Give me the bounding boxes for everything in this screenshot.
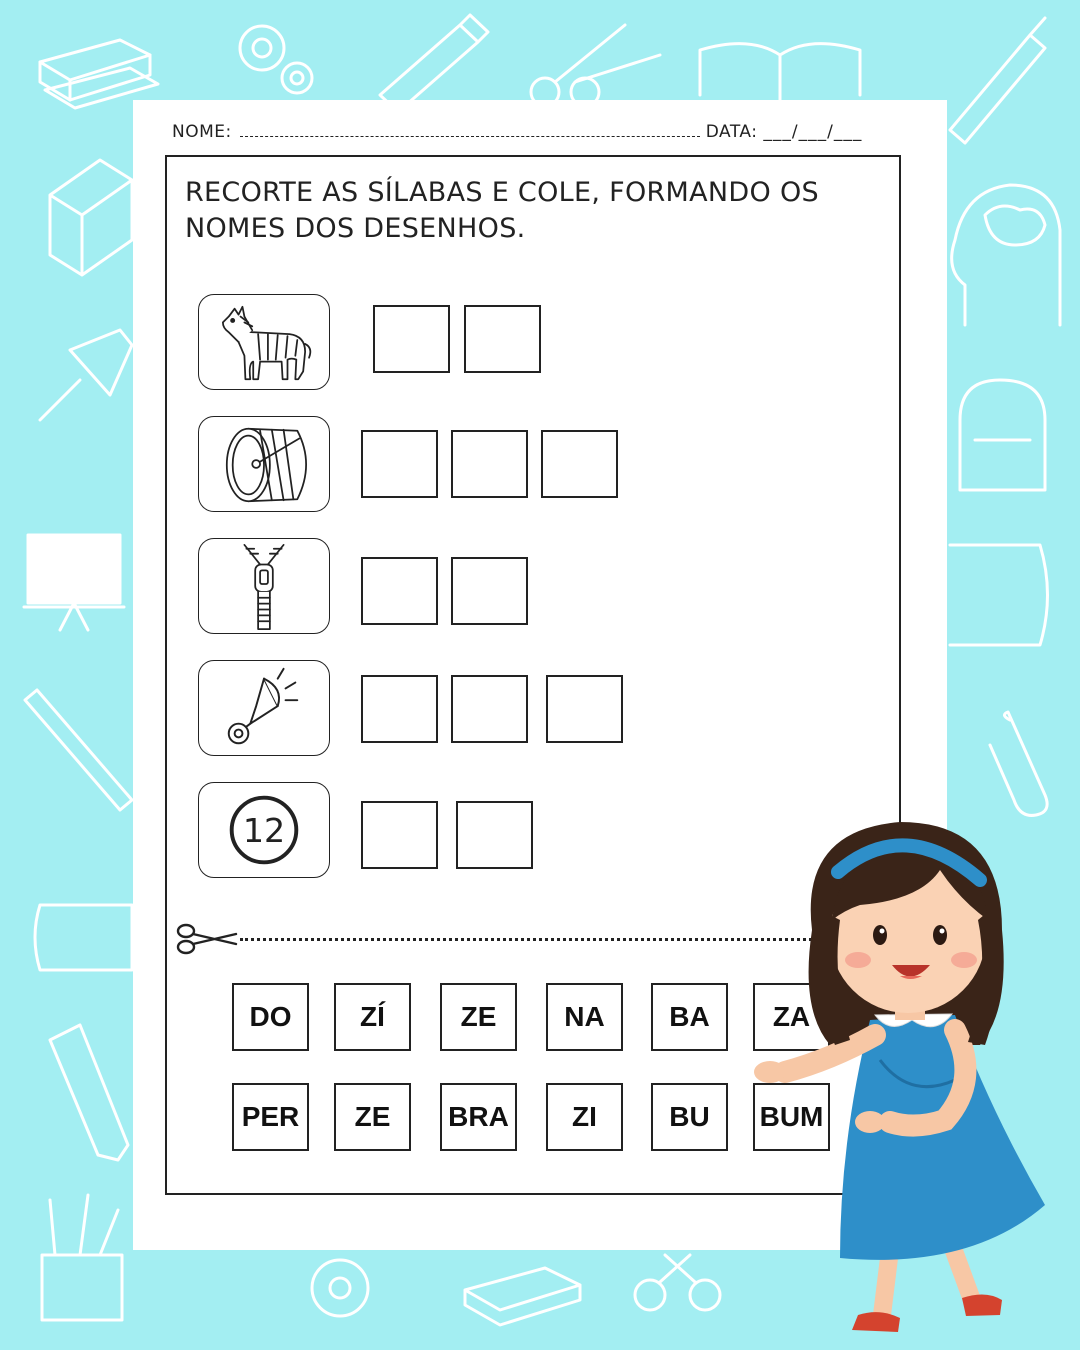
name-field[interactable] <box>240 124 700 137</box>
syllable-card[interactable]: ZA <box>753 983 830 1051</box>
gear-bottom-icon <box>312 1260 368 1316</box>
scissors-bottom-icon <box>635 1255 720 1310</box>
books-icon <box>40 40 158 108</box>
answer-slot-zebra-1[interactable] <box>373 305 450 373</box>
syllable-card[interactable]: BUM <box>753 1083 830 1151</box>
scissors-icon <box>531 25 660 106</box>
books-bottom-icon <box>465 1268 580 1325</box>
picture-box-zebra <box>198 294 330 390</box>
pencil-cup-icon <box>42 1195 122 1320</box>
syllable-card[interactable]: ZI <box>546 1083 623 1151</box>
picture-box-zipper <box>198 538 330 634</box>
sharpener-icon <box>50 160 132 275</box>
answer-slot-zipper-1[interactable] <box>361 557 438 625</box>
name-label: NOME: <box>172 122 232 142</box>
drum-icon <box>199 417 329 511</box>
answer-slot-drum-1[interactable] <box>361 430 438 498</box>
instruction-line-2: NOMES DOS DESENHOS. <box>185 213 526 244</box>
answer-slot-twelve-1[interactable] <box>361 801 438 869</box>
pen-left-icon <box>25 690 132 810</box>
answer-slot-horn-1[interactable] <box>361 675 438 743</box>
answer-slot-horn-2[interactable] <box>451 675 528 743</box>
syllable-card[interactable]: PER <box>232 1083 309 1151</box>
answer-slot-drum-3[interactable] <box>541 430 618 498</box>
pencil-case-left-icon <box>35 905 132 970</box>
gear-icon <box>240 26 312 93</box>
zipper-icon <box>199 539 329 633</box>
answer-slot-drum-2[interactable] <box>451 430 528 498</box>
answer-slot-zipper-2[interactable] <box>451 557 528 625</box>
number-twelve-icon <box>199 783 329 877</box>
pencil-icon <box>380 15 488 112</box>
scissors-cut-icon <box>174 922 240 956</box>
instruction-line-1: RECORTE AS SÍLABAS E COLE, FORMANDO OS <box>185 177 819 208</box>
backpack-icon <box>960 380 1045 490</box>
picture-box-horn <box>198 660 330 756</box>
pencil-case-icon <box>950 545 1048 645</box>
date-field[interactable]: ___/___/___ <box>763 122 863 142</box>
board-icon <box>24 535 124 630</box>
girl-illustration <box>740 810 1070 1350</box>
syllable-card[interactable]: BA <box>651 983 728 1051</box>
pin-icon <box>40 330 132 420</box>
zebra-icon <box>199 295 329 389</box>
paperclip-icon <box>990 712 1047 815</box>
answer-slot-twelve-2[interactable] <box>456 801 533 869</box>
syllable-card[interactable]: BRA <box>440 1083 517 1151</box>
worksheet-header <box>172 122 862 142</box>
number-twelve-label: 12 <box>242 810 286 850</box>
syllable-card[interactable]: ZE <box>440 983 517 1051</box>
instruction-text <box>185 175 865 247</box>
syllable-card[interactable]: ZÍ <box>334 983 411 1051</box>
pencil-bottom-icon <box>50 1025 128 1160</box>
pen-icon <box>950 18 1045 143</box>
syllable-card[interactable]: NA <box>546 983 623 1051</box>
answer-slot-zebra-2[interactable] <box>464 305 541 373</box>
picture-box-drum <box>198 416 330 512</box>
date-label: DATA: <box>705 122 758 142</box>
picture-box-twelve <box>198 782 330 878</box>
syllable-card[interactable]: DO <box>232 983 309 1051</box>
syllable-card[interactable]: ZE <box>334 1083 411 1151</box>
horn-icon <box>199 661 329 755</box>
answer-slot-horn-3[interactable] <box>546 675 623 743</box>
syllable-card[interactable]: BU <box>651 1083 728 1151</box>
